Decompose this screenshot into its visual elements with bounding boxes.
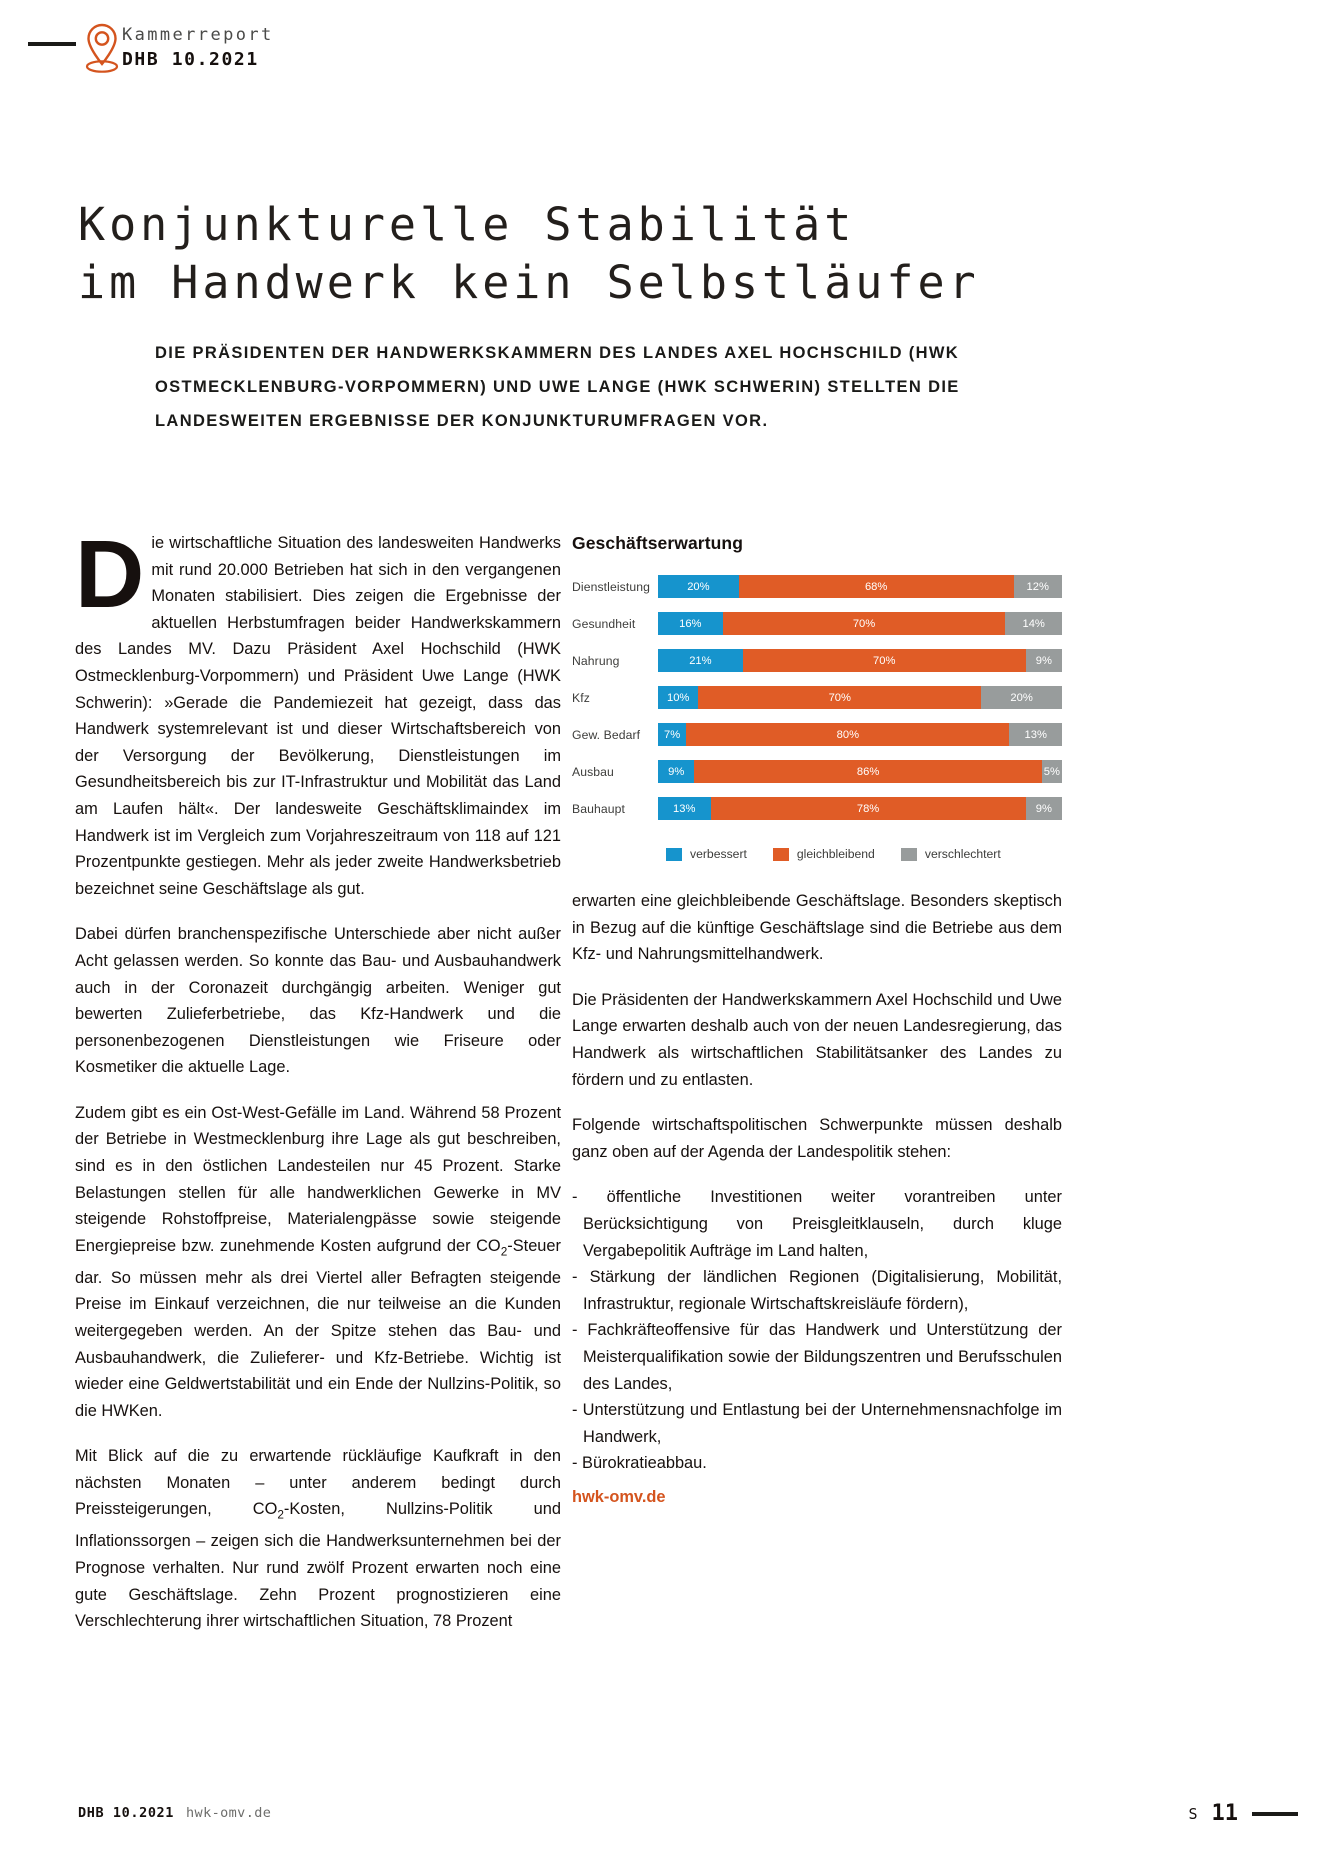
chart-row-bar bbox=[658, 612, 1062, 635]
bar-segment-verbessert: 10% bbox=[658, 686, 698, 709]
bar-segment-gleichbleibend: 70% bbox=[698, 686, 981, 709]
bar-segment-verbessert: 13% bbox=[658, 797, 711, 820]
footer-page-number: 11 bbox=[1211, 1801, 1238, 1826]
chart-row bbox=[572, 760, 1062, 783]
legend-swatch-blue bbox=[666, 848, 682, 861]
bar-segment-verschlechtert: 5% bbox=[1042, 760, 1062, 783]
chart-row-bar bbox=[658, 723, 1062, 746]
list-item: - Stärkung der ländlichen Regionen (Digitalisierung, Mobilität, Infrastruktur, regionale Wirtschaftskreisläufe fördern), bbox=[572, 1268, 1062, 1313]
co2-subscript-1: 2 bbox=[500, 1244, 508, 1259]
chart-row bbox=[572, 649, 1062, 672]
legend-item-verbessert bbox=[666, 847, 747, 861]
legend-label: verbessert bbox=[690, 847, 747, 861]
bar-segment-verschlechtert: 12% bbox=[1014, 575, 1062, 598]
bar-segment-verbessert: 9% bbox=[658, 760, 694, 783]
chart-row bbox=[572, 575, 1062, 598]
header-rule bbox=[28, 42, 76, 46]
paragraph-lead-text: ie wirtschaftliche Situation des landesweiten Handwerks mit rund 20.000 Betrieben hat sich in den vergangenen Monaten stabilisiert. Dies zeigen die Ergebnisse der aktuellen Herbstumfragen beider Handwerkskammern des Landes MV. Dazu Präsident Axel Hochschild (HWK Ostmecklenburg-Vorpommern) und Präsident Uwe Lange (HWK Schwerin): »Gerade die Pandemiezeit hat gezeigt, dass das Handwerk systemrelevant ist und dieser Wirtschaftsbereich von der Versorgung der Bevölkerung, Dienstleistungen im Gesundheitsbereich bis zur IT-Infrastruktur und Mobilität das Land am Laufen hält«. Der landesweite Geschäftsklimaindex im Handwerk ist im Vergleich zum Vorjahreszeitraum von 118 auf 121 Prozentpunkte gestiegen. Mehr als jeder zweite Handwerksbetrieb bezeichnet seine Geschäftslage als gut. bbox=[75, 534, 561, 898]
headline-line-1: Konjunkturelle Stabilität bbox=[78, 198, 856, 251]
paragraph-5: erwarten eine gleichbleibende Geschäftslage. Besonders skeptisch in Bezug auf die künftige Geschäftslage sind die Betriebe aus dem Kfz- und Nahrungsmittelhandwerk. bbox=[572, 892, 1062, 964]
page-header bbox=[0, 0, 1326, 110]
footer-issue: DHB 10.2021 bbox=[78, 1805, 175, 1821]
list-item: - Unterstützung und Entlastung bei der Unternehmensnachfolge im Handwerk, bbox=[572, 1401, 1062, 1446]
bar-segment-verbessert: 21% bbox=[658, 649, 743, 672]
legend-swatch-orange bbox=[773, 848, 789, 861]
chart-row bbox=[572, 612, 1062, 635]
bullet-list bbox=[572, 1184, 1062, 1477]
bar-segment-gleichbleibend: 70% bbox=[743, 649, 1026, 672]
paragraph-3 bbox=[75, 1100, 561, 1424]
page-footer bbox=[0, 1801, 1326, 1845]
headline-line-2: im Handwerk kein Selbstläufer bbox=[78, 256, 980, 309]
legend-item-gleichbleibend bbox=[773, 847, 875, 861]
paragraph-7: Folgende wirtschaftspolitischen Schwerpunkte müssen deshalb ganz oben auf der Agenda der Landespolitik stehen: bbox=[572, 1116, 1062, 1161]
footer-url[interactable]: hwk-omv.de bbox=[186, 1805, 272, 1821]
chart-row bbox=[572, 686, 1062, 709]
chart-row bbox=[572, 797, 1062, 820]
chart-row-bar bbox=[658, 649, 1062, 672]
chart-row-label: Gesundheit bbox=[572, 616, 636, 631]
paragraph-6: Die Präsidenten der Handwerkskammern Axel Hochschild und Uwe Lange erwarten deshalb auch von der neuen Landesregierung, das Handwerk als wirtschaftlichen Stabilitätsanker des Landes zu fördern und zu entlasten. bbox=[572, 990, 1062, 1089]
body-column-left bbox=[75, 521, 562, 1635]
subheadline: DIE PRÄSIDENTEN DER HANDWERKSKAMMERN DES LANDES AXEL HOCHSCHILD (HWK OSTMECKLENBURG-VORPOMMERN) UND UWE LANGE (HWK SCHWERIN) STELLTEN DIE LANDESWEITEN ERGEBNISSE DER KONJUNKTURUMFRAGEN VOR. bbox=[155, 344, 960, 430]
bar-segment-gleichbleibend: 80% bbox=[686, 723, 1009, 746]
legend-label: verschlechtert bbox=[924, 847, 1001, 861]
list-item: - Bürokratieabbau. bbox=[572, 1454, 707, 1473]
co2-subscript-2: 2 bbox=[277, 1507, 284, 1522]
header-text-group bbox=[122, 24, 274, 72]
bar-segment-verbessert: 16% bbox=[658, 612, 723, 635]
chart-row-label: Dienstleistung bbox=[572, 579, 650, 594]
header-kicker: Kammerreport bbox=[122, 25, 274, 45]
bar-segment-verbessert: 7% bbox=[658, 723, 686, 746]
chart-geschaeftserwartung bbox=[572, 533, 1062, 861]
chart-row-label: Kfz bbox=[572, 690, 590, 705]
chart-row-bar bbox=[658, 760, 1062, 783]
paragraph-lead bbox=[75, 521, 561, 902]
legend-swatch-grey bbox=[901, 848, 917, 861]
list-item: - Fachkräfteoffensive für das Handwerk und Unterstützung der Meisterqualifikation sowie der Bildungszentren und Berufsschulen des Landes, bbox=[572, 1321, 1062, 1393]
chart-row-label: Nahrung bbox=[572, 653, 620, 668]
bar-segment-verschlechtert: 14% bbox=[1005, 612, 1062, 635]
footer-right-group bbox=[1188, 1801, 1298, 1826]
chart-row-label: Bauhaupt bbox=[572, 801, 625, 816]
bar-segment-gleichbleibend: 78% bbox=[711, 797, 1026, 820]
footer-rule bbox=[1252, 1812, 1298, 1816]
chart-row-bar bbox=[658, 686, 1062, 709]
chart-title: Geschäftserwartung bbox=[572, 533, 744, 553]
bar-segment-verbessert: 20% bbox=[658, 575, 739, 598]
page-title bbox=[78, 196, 1258, 312]
bar-segment-gleichbleibend: 86% bbox=[694, 760, 1041, 783]
bar-segment-gleichbleibend: 68% bbox=[739, 575, 1014, 598]
paragraph-4-part-b: -Kosten, Nullzins-Politik und Inflationssorgen – zeigen sich die Handwerksunternehmen bei der Prognose verhalten. Nur rund zwölf Prozent erwarten noch eine gute Geschäftslage. Zehn Prozent prognostizieren eine Verschlechterung ihrer wirtschaftlichen Situation, 78 Prozent bbox=[75, 1500, 562, 1631]
chart-row bbox=[572, 723, 1062, 746]
bar-segment-verschlechtert: 13% bbox=[1009, 723, 1062, 746]
bar-segment-verschlechtert: 9% bbox=[1026, 797, 1062, 820]
paragraph-3-part-b: -Steuer dar. So müssen mehr als drei Viertel aller Befragten steigende Preise im Einkauf verzeichnen, die nur teilweise an die Kunden weitergegeben werden. An der Spitze stehen das Bau- und Ausbauhandwerk, die Zulieferer- und Kfz-Betriebe. Wichtig ist wieder eine Geldwertstabilität und ein Ende der Nullzins-Politik, so die HWKen. bbox=[75, 1236, 561, 1420]
chart-row-label: Gew. Bedarf bbox=[572, 727, 641, 742]
header-issue: DHB 10.2021 bbox=[122, 49, 259, 70]
chart-row-bar bbox=[658, 575, 1062, 598]
body-column-right bbox=[572, 888, 1062, 1510]
footer-left-group bbox=[78, 1805, 271, 1821]
paragraph-2: Dabei dürfen branchenspezifische Unterschiede aber nicht außer Acht gelassen werden. So konnte das Bau- und Ausbauhandwerk auch in der Coronazeit durchgängig arbeiten. Weniger gut bewerten Zulieferbetriebe, das Kfz-Handwerk und die personenbezogenen Dienstleistungen wie Friseure oder Kosmetiker die aktuelle Lage. bbox=[75, 925, 561, 1077]
chart-row-label: Ausbau bbox=[572, 764, 614, 779]
chart-legend bbox=[572, 847, 1062, 861]
legend-item-verschlechtert bbox=[901, 847, 1001, 861]
location-pin-icon bbox=[84, 22, 120, 76]
legend-label: gleichbleibend bbox=[796, 847, 875, 861]
footer-page-prefix: S bbox=[1188, 1804, 1198, 1823]
drop-cap: D bbox=[75, 521, 145, 628]
bar-segment-verschlechtert: 9% bbox=[1026, 649, 1062, 672]
paragraph-4-part-a: Mit Blick auf die zu erwartende rückläufige Kaufkraft in den nächsten Monaten – unter anderem bedingt durch Preissteigerungen, CO bbox=[75, 1447, 561, 1519]
bar-segment-gleichbleibend: 70% bbox=[723, 612, 1006, 635]
source-url-link[interactable]: hwk-omv.de bbox=[572, 1487, 666, 1506]
bar-segment-verschlechtert: 20% bbox=[981, 686, 1062, 709]
paragraph-4 bbox=[75, 1443, 561, 1634]
list-item: - öffentliche Investitionen weiter vorantreiben unter Berücksichtigung von Preisgleitklauseln, durch kluge Vergabepolitik Aufträge im Land halten, bbox=[572, 1188, 1062, 1260]
paragraph-3-part-a: Zudem gibt es ein Ost-West-Gefälle im Land. Während 58 Prozent der Betriebe in Westmecklenburg ihre Lage als gut beschreiben, sind es in den östlichen Landesteilen nur 45 Prozent. Starke Belastungen stellen für alle handwerklichen Gewerke in MV steigende Rohstoffpreise, Materialengpässe sowie steigende Energiepreise bzw. zunehmende Kosten aufgrund der CO bbox=[75, 1103, 561, 1255]
chart-row-bar bbox=[658, 797, 1062, 820]
